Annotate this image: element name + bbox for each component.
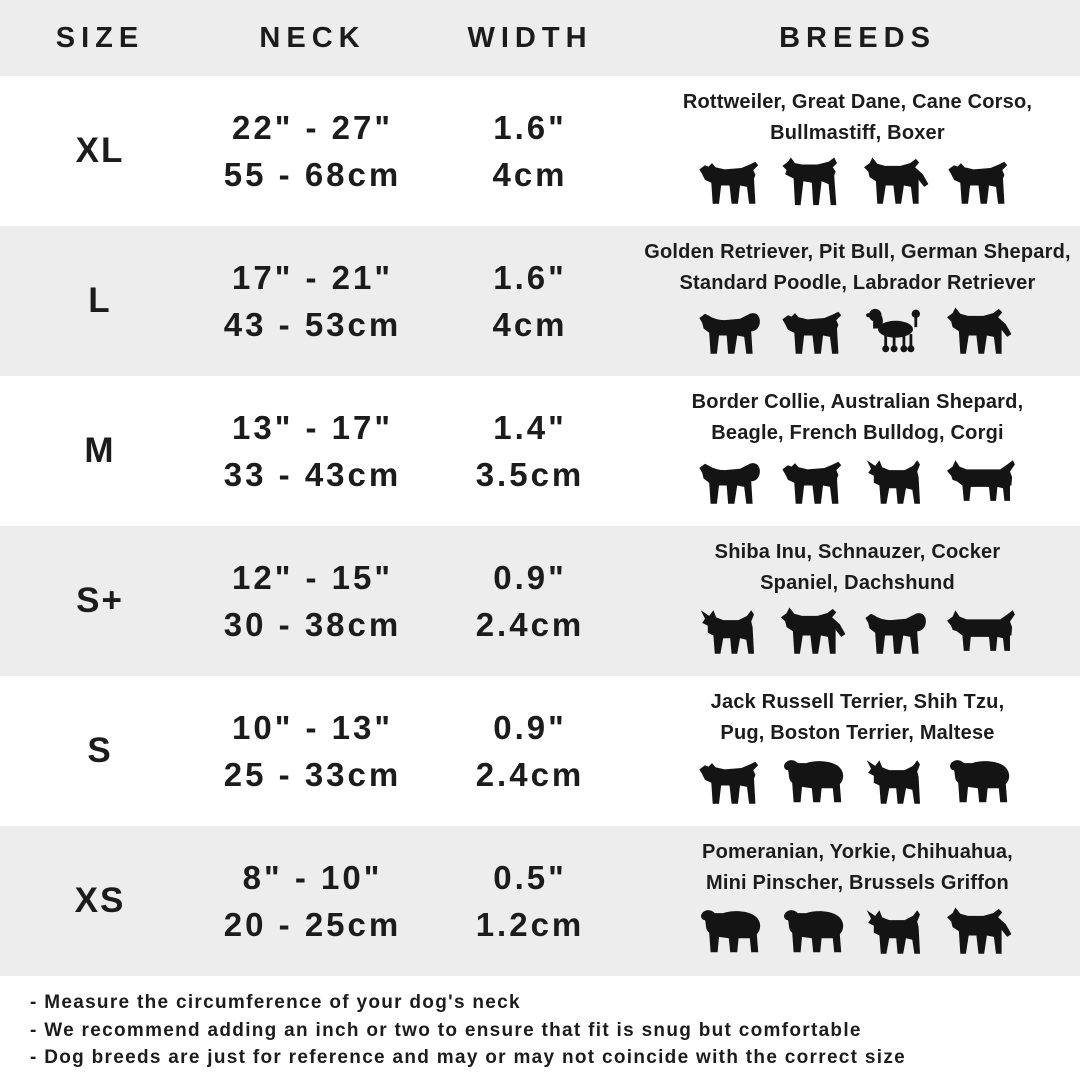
pit-bull-icon (781, 304, 851, 360)
width-cm: 2.4cm (475, 756, 585, 793)
width-range (425, 554, 635, 648)
dog-silhouettes (698, 152, 1017, 210)
breeds-cell (635, 226, 1080, 376)
size-label: XS (74, 881, 126, 920)
breeds-text-line2: Mini Pinscher, Brussels Griffon (706, 872, 1009, 894)
column-header-width: WIDTH (467, 21, 593, 54)
size-label: L (88, 281, 112, 320)
neck-range (200, 104, 425, 198)
table-row-xs (0, 826, 1080, 976)
column-header-size: SIZE (55, 21, 145, 54)
width-inches: 1.6" (493, 259, 567, 296)
width-range (425, 704, 635, 798)
corgi-icon (947, 454, 1017, 510)
shiba-inu-icon (698, 604, 768, 660)
size-label: XL (75, 131, 125, 170)
breeds-text-line2: Bullmastiff, Boxer (770, 122, 945, 144)
width-inches: 0.5" (493, 859, 567, 896)
border-collie-icon (698, 454, 768, 510)
breeds-cell (635, 676, 1080, 826)
rottweiler-icon (698, 154, 768, 210)
breeds-text-line2: Standard Poodle, Labrador Retriever (679, 272, 1036, 294)
dog-silhouettes (698, 902, 1017, 960)
neck-cm: 25 - 33cm (223, 756, 402, 793)
dog-silhouettes (698, 452, 1017, 510)
german-shepard-icon (947, 304, 1017, 360)
jack-russell-terrier-icon (698, 754, 768, 810)
breeds-cell (635, 526, 1080, 676)
table-header (0, 0, 1080, 76)
dog-silhouettes (698, 302, 1017, 360)
footnotes (0, 976, 1080, 1080)
neck-inches: 8" - 10" (242, 859, 383, 896)
width-cm: 4cm (492, 156, 568, 193)
column-header-breeds: BREEDS (779, 21, 936, 54)
breeds-text-line1: Jack Russell Terrier, Shih Tzu, (710, 691, 1005, 713)
table-row-s-plus (0, 526, 1080, 676)
breeds-text-line1: Border Collie, Australian Shepard, (691, 391, 1024, 413)
width-inches: 1.6" (493, 109, 567, 146)
footnote-measure: - Measure the circumference of your dog's neck (30, 992, 521, 1013)
great-dane-icon (781, 154, 851, 210)
width-cm: 3.5cm (475, 456, 585, 493)
width-inches: 1.4" (493, 409, 567, 446)
breeds-text-line1: Shiba Inu, Schnauzer, Cocker (714, 541, 1001, 563)
size-label: M (84, 431, 116, 470)
neck-cm: 30 - 38cm (223, 606, 402, 643)
size-label: S+ (76, 581, 124, 620)
neck-range (200, 254, 425, 348)
breeds-text-line2: Spaniel, Dachshund (760, 572, 955, 594)
neck-inches: 17" - 21" (231, 259, 394, 296)
neck-cm: 55 - 68cm (223, 156, 402, 193)
neck-inches: 22" - 27" (231, 109, 394, 146)
table-row-s (0, 676, 1080, 826)
neck-range (200, 554, 425, 648)
neck-range (200, 404, 425, 498)
breeds-text-line2: Beagle, French Bulldog, Corgi (711, 422, 1004, 444)
breeds-text-line2: Pug, Boston Terrier, Maltese (720, 722, 995, 744)
beagle-icon (781, 454, 851, 510)
table-row-l (0, 226, 1080, 376)
width-range (425, 254, 635, 348)
footnote-recommend: - We recommend adding an inch or two to ensure that fit is snug but comfortable (30, 1019, 862, 1041)
neck-inches: 10" - 13" (231, 709, 394, 746)
width-range (425, 404, 635, 498)
width-inches: 0.9" (493, 709, 567, 746)
column-header-neck: NECK (259, 21, 366, 54)
width-range (425, 104, 635, 198)
yorkie-icon (781, 904, 851, 960)
standard-poodle-icon (864, 304, 934, 360)
neck-cm: 43 - 53cm (223, 306, 402, 343)
maltese-icon (947, 754, 1017, 810)
neck-cm: 20 - 25cm (223, 906, 402, 943)
width-range (425, 854, 635, 948)
breeds-text-line1: Pomeranian, Yorkie, Chihuahua, (702, 841, 1013, 863)
neck-inches: 13" - 17" (231, 409, 394, 446)
footnote-reference: - Dog breeds are just for reference and may or may not coincide with the correct size (30, 1047, 906, 1068)
shih-tzu-icon (781, 754, 851, 810)
golden-retriever-icon (698, 304, 768, 360)
dog-silhouettes (698, 752, 1017, 810)
breeds-text-line1: Golden Retriever, Pit Bull, German Shepard, (644, 241, 1071, 263)
breeds-cell (635, 826, 1080, 976)
pug-icon (864, 754, 934, 810)
neck-range (200, 704, 425, 798)
table-row-m (0, 376, 1080, 526)
neck-cm: 33 - 43cm (223, 456, 402, 493)
cane-corso-icon (864, 154, 934, 210)
cocker-spaniel-icon (864, 604, 934, 660)
size-label: S (87, 731, 113, 770)
table-row-xl (0, 76, 1080, 226)
breeds-cell (635, 376, 1080, 526)
french-bulldog-icon (864, 454, 934, 510)
mini-pinscher-icon (947, 904, 1017, 960)
width-cm: 4cm (492, 306, 568, 343)
bullmastiff-icon (947, 154, 1017, 210)
width-inches: 0.9" (493, 559, 567, 596)
breeds-cell (635, 76, 1080, 226)
neck-range (200, 854, 425, 948)
neck-inches: 12" - 15" (231, 559, 394, 596)
breeds-text-line1: Rottweiler, Great Dane, Cane Corso, (682, 91, 1033, 113)
schnauzer-icon (781, 604, 851, 660)
dog-silhouettes (698, 602, 1017, 660)
width-cm: 2.4cm (475, 606, 585, 643)
dachshund-icon (947, 604, 1017, 660)
width-cm: 1.2cm (475, 906, 585, 943)
chihuahua-icon (864, 904, 934, 960)
pomeranian-icon (698, 904, 768, 960)
